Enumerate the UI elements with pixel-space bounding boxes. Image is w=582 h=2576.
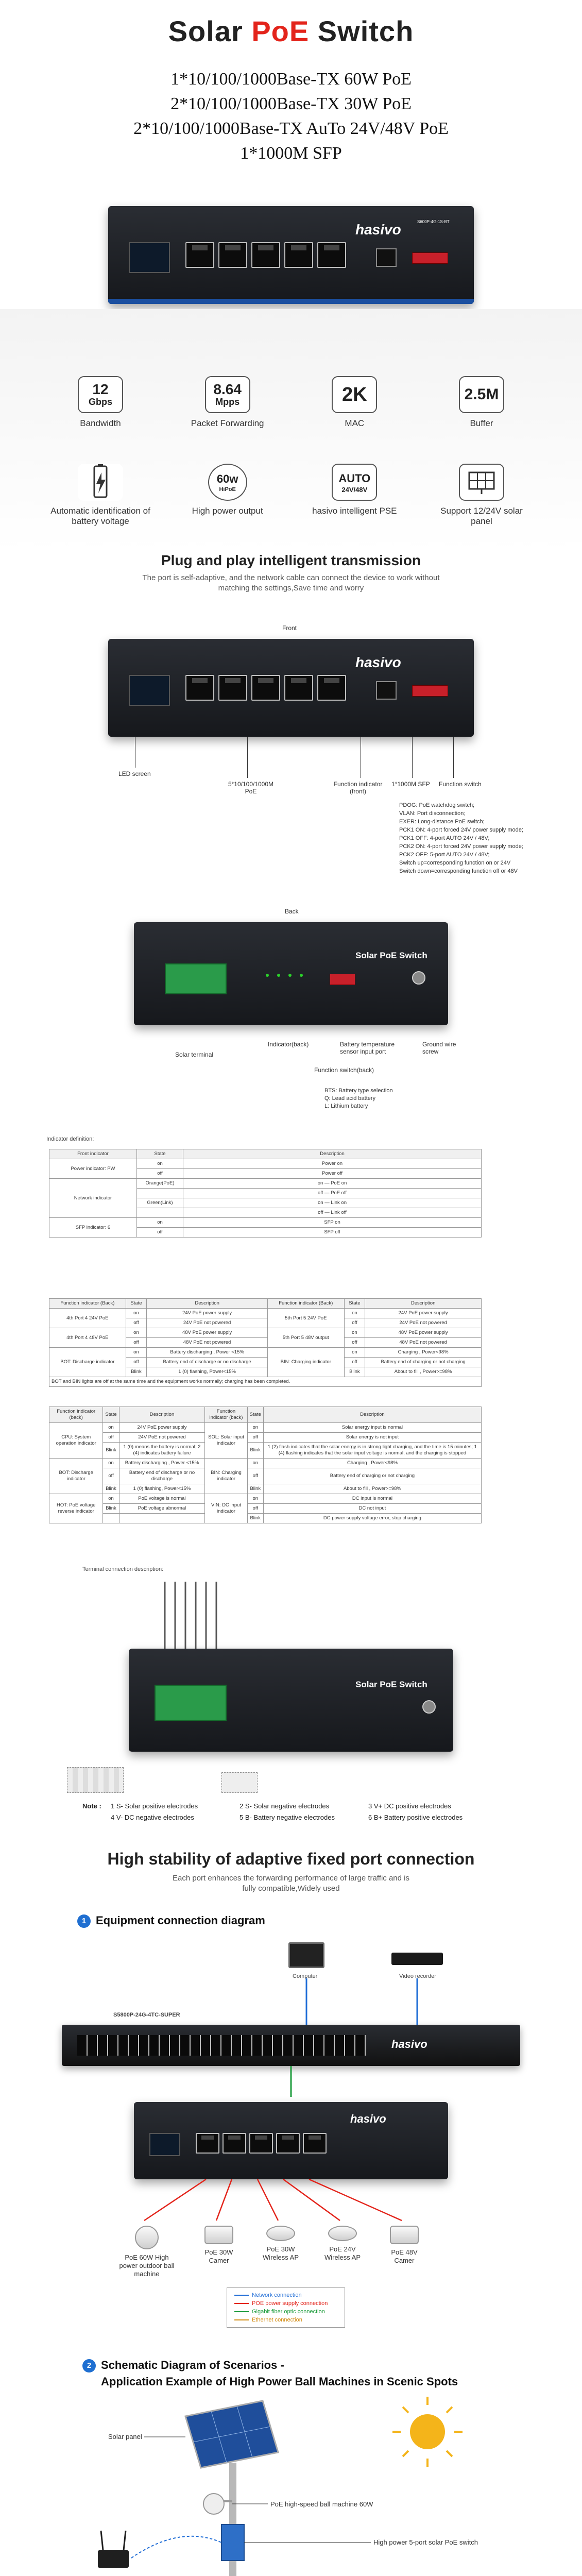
ethernet-port (196, 2133, 219, 2154)
spec-line: 1*1000M SFP (240, 144, 342, 163)
table-header: Description (183, 1149, 482, 1159)
feature-label: MAC (345, 418, 365, 428)
table-header-row: Function indicator (back) State Description Function indicator (back) State Description (49, 1407, 482, 1423)
back-switch-device (134, 922, 448, 1025)
switch-note: EXER: Long-distance PoE switch; (399, 819, 485, 825)
function-switch (412, 252, 448, 264)
bts-note: L: Lithium battery (324, 1103, 368, 1109)
ethernet-port (317, 675, 346, 701)
table-row: Green(Link) on — Link on (49, 1198, 482, 1208)
feature-battery (49, 464, 152, 527)
table-header: State (137, 1149, 183, 1159)
ethernet-port (251, 675, 280, 701)
terminal-note: 3 V+ DC positive electrodes (368, 1802, 451, 1810)
function-switch-notes (399, 801, 523, 875)
switch-note: PCK2 OFF: 5-port AUTO 24V / 48V; (399, 852, 490, 858)
table-row: Network indicator Orange(PoE) on — PoE on (49, 1179, 482, 1189)
legend-item: Network connection (234, 2291, 337, 2299)
switch-note: PDOG: PoE watchdog switch; (399, 802, 475, 808)
terminal-title: Terminal connection description: (82, 1566, 164, 1572)
bts-note: Q: Lead acid battery (324, 1095, 376, 1101)
table-row: BOT: Discharge indicator on Battery discharging , Power <15% BIN: Charging indicator on Charging , Power<98% (49, 1459, 482, 1468)
buffer-icon (459, 376, 504, 413)
feature-label: Support 12/24V solar panel (440, 506, 523, 526)
table-row: off — PoE off (49, 1189, 482, 1198)
solar-panel-icon (459, 464, 504, 501)
solar-panel-small (67, 1767, 124, 1793)
ethernet-port (218, 242, 247, 268)
legend-item: Ethernet connection (234, 2316, 337, 2324)
brand-logo: hasivo (355, 222, 401, 238)
poe-switch-device (134, 2102, 448, 2179)
plug-subtitle-2: matching the settings,Save time and worry (218, 584, 364, 592)
computer-label: Computer (293, 1973, 318, 1979)
sfp-port (376, 681, 397, 700)
connection-legend (227, 2287, 345, 2328)
table-row: Blink 1 (0) flashing, Power<15% Blink About to fill , Power>=98% (49, 1484, 482, 1494)
ground-screw (412, 971, 425, 985)
table-row: 4th Port 4 24V PoE on 24V PoE power supply 5th Port 5 24V PoE on 24V PoE power supply (49, 1309, 482, 1318)
switch-note: VLAN: Port disconnection; (399, 810, 466, 817)
legend-item: Gigabit fiber optic connection (234, 2308, 337, 2316)
feature-unit: Gbps (88, 396, 112, 407)
ball-camera-icon (135, 2226, 159, 2249)
forwarding-icon (205, 376, 250, 413)
bts-note: BTS: Battery type selection (324, 1088, 393, 1094)
terminal-switch-device (129, 1649, 453, 1752)
table-row: off — Link off (49, 1208, 482, 1218)
callout-function-switch: Function switch (439, 781, 482, 788)
back-indicators (263, 969, 319, 989)
title-part-2: Switch (309, 15, 414, 47)
brand-logo: hasivo (350, 2112, 386, 2125)
table-header: Front indicator (49, 1149, 137, 1159)
legend-item: POE power supply connection (234, 2299, 337, 2308)
brand-logo: hasivo (391, 2038, 427, 2050)
adaptive-title: High stability of adaptive fixed port connection (107, 1850, 475, 1868)
back-callout-indicator: Indicator(back) (268, 1041, 309, 1048)
hipoe-icon (208, 464, 247, 501)
terminal-notes (82, 1801, 505, 1823)
feature-row-1 (49, 376, 533, 429)
ethernet-port (284, 242, 313, 268)
terminal-note: 1 S- Solar positive electrodes (111, 1802, 198, 1810)
ethernet-port (317, 242, 346, 268)
back-indicator-table-2 (49, 1406, 482, 1523)
ethernet-port (249, 2133, 273, 2154)
terminal-note: 6 B+ Battery positive electrodes (368, 1814, 463, 1821)
indicator-title: Indicator definition: (46, 1136, 94, 1142)
hero-section (0, 0, 582, 309)
table-row: Blink DC power supply voltage error, stop charging (49, 1514, 482, 1523)
callout-function-indicator: Function indicator (front) (333, 781, 383, 795)
table-row: off 24V PoE not powered off Solar energy is not input (49, 1433, 482, 1443)
features-section (0, 309, 582, 551)
ethernet-port (303, 2133, 327, 2154)
ethernet-port (222, 2133, 246, 2154)
function-switch (412, 685, 448, 697)
callout-line (453, 737, 454, 778)
feature-value: 60w (216, 472, 238, 485)
front-switch-device (108, 639, 474, 737)
scenario-ball-machine: PoE high-speed ball machine 60W (270, 2500, 373, 2508)
table-row: off Battery end of discharge or no discharge off Battery end of charging or not charging (49, 1468, 482, 1484)
ethernet-port (284, 675, 313, 701)
ethernet-port (185, 242, 214, 268)
plug-title: Plug and play intelligent transmission (161, 552, 421, 568)
device-bottom-strip (108, 299, 474, 304)
table-row: off 48V PoE not powered off 48V PoE not powered (49, 1338, 482, 1348)
device-camera-30w: PoE 30W Camer (196, 2226, 242, 2265)
scenario-solar-switch: High power 5-port solar PoE switch (373, 2538, 478, 2546)
feature-value: 8.64 (213, 381, 242, 397)
spec-line: 2*10/100/1000Base-TX AuTo 24V/48V PoE (133, 119, 449, 138)
terminal-note: 5 B- Battery negative electrodes (239, 1814, 335, 1821)
battery-small (221, 1772, 258, 1793)
callout-line (247, 737, 248, 778)
terminal-block (155, 1685, 227, 1721)
feature-label: Packet Forwarding (191, 418, 264, 428)
table-header-row: Function indicator (Back) State Description Function indicator (Back) State Description (49, 1299, 482, 1309)
switch-note: Switch down=corresponding function off or 48V (399, 868, 518, 874)
table-row: off Battery end of discharge or no discharge off Battery end of charging or not charging (49, 1358, 482, 1367)
device-camera-48v: PoE 48V Camer (381, 2226, 427, 2265)
back-indicator-table-1 (49, 1298, 482, 1387)
feature-solar (430, 464, 533, 527)
front-label: Front (282, 624, 297, 632)
back-device-label: Solar PoE Switch (355, 951, 427, 960)
terminal-note: 4 V- DC negative electrodes (111, 1814, 194, 1821)
callout-line (412, 737, 413, 778)
wireless-ap-icon (328, 2226, 357, 2241)
front-indicator-table (49, 1149, 482, 1238)
step-2-subheading: Application Example of High Power Ball Machines in Scenic Spots (101, 2375, 458, 2388)
adaptive-sub-2: fully compatible,Widely used (242, 1884, 340, 1893)
switch-note: PCK2 ON: 4-port forced 24V power supply mode; (399, 843, 523, 850)
scenario-illustration (82, 2396, 505, 2576)
video-recorder-icon (391, 1953, 443, 1965)
ethernet-port (276, 2133, 300, 2154)
recorder-label: Video recorder (399, 1973, 436, 1979)
feature-unit: 24V/48V (341, 485, 368, 494)
table-row: Power indicator: PW on Power on (49, 1159, 482, 1169)
ethernet-port (185, 675, 214, 701)
feature-unit: HiPoE (219, 486, 236, 493)
auto-pse-icon (332, 464, 377, 501)
step-number: 1 (77, 1914, 91, 1928)
back-label: Back (285, 908, 299, 915)
battery-type-notes (324, 1087, 393, 1110)
hero-switch-device (108, 206, 474, 304)
model-label: S600P-4G-1S-BT (417, 219, 450, 224)
table-row: HOT: PoE voltage reverse indicator on PoE voltage is normal VIN: DC input indicator on DC input is normal (49, 1494, 482, 1504)
table-row: off Power off (49, 1169, 482, 1179)
table-row: Blink 1 (0) means the battery is normal; 2 (4) indicates battery failure Blink 1 (2) flash indicates that the solar energy is in strong light charging, and the time is 15 minutes; 1 (4) flashing indicates that the solar input voltage is normal, and the charging is stopped (49, 1443, 482, 1459)
table-row: Blink PoE voltage abnormal off DC not input (49, 1504, 482, 1514)
table-row: BOT: Discharge indicator on Battery discharging , Power <15% BIN: Charging indicator on Charging , Power<98% (49, 1348, 482, 1358)
bandwidth-icon (78, 376, 123, 413)
feature-label: Automatic identification of battery voltage (50, 506, 150, 526)
table-row: CPU: System operation indicator on 24V PoE power supply SOL: Solar input indicator on Solar energy input is normal (49, 1423, 482, 1433)
step-1-heading: 1 Equipment connection diagram (77, 1914, 265, 1928)
table-header-row (49, 1149, 482, 1159)
title-part-poe: PoE (251, 15, 310, 47)
solar-terminal (165, 963, 227, 994)
feature-value: 2K (342, 384, 367, 405)
brand-logo: hasivo (355, 654, 401, 670)
feature-high-power (176, 464, 279, 527)
callout-sfp: 1*1000M SFP (391, 781, 430, 788)
big-switch-model: S5800P-24G-4TC-SUPER (113, 2012, 180, 2018)
table-row: off 24V PoE not powered off 24V PoE not powered (49, 1318, 482, 1328)
back-callout-solar-terminal: Solar terminal (175, 1051, 214, 1058)
terminal-note: 2 S- Solar negative electrodes (239, 1802, 330, 1810)
adaptive-sub-1: Each port enhances the forwarding performance of large traffic and is (173, 1874, 409, 1883)
table-row: off SFP off (49, 1228, 482, 1238)
title-part-1: Solar (168, 15, 252, 47)
back-callout-temp-sensor: Battery temperature sensor input port (340, 1041, 395, 1055)
hero-spec-list (0, 67, 582, 166)
poe-lines (103, 2179, 494, 2226)
ethernet-port (218, 675, 247, 701)
spec-line: 2*10/100/1000Base-TX 30W PoE (170, 94, 412, 113)
callout-led-screen: LED screen (118, 770, 151, 777)
spec-line: 1*10/100/1000Base-TX 60W PoE (170, 70, 412, 89)
hero-title (0, 14, 582, 48)
led-screen (129, 242, 170, 273)
feature-value: 12 (92, 381, 109, 397)
note-label: Note : (82, 1802, 101, 1810)
table-note-row: BOT and BIN lights are off at the same time and the equipment works normally; charging has been completed. (49, 1377, 482, 1387)
feature-row-2 (49, 464, 533, 527)
table-row: SFP indicator: 6 on SFP on (49, 1218, 482, 1228)
switch-note: PCK1 ON: 4-port forced 24V power supply mode; (399, 827, 523, 833)
back-callout-ground: Ground wire screw (422, 1041, 456, 1055)
mac-icon (332, 376, 377, 413)
feature-label: Bandwidth (80, 418, 121, 428)
led-screen (149, 2133, 180, 2156)
feature-mac (303, 376, 406, 429)
feature-unit: Mpps (215, 396, 240, 407)
terminal-device-label: Solar PoE Switch (355, 1680, 427, 1689)
camera-icon (204, 2226, 233, 2244)
sfp-port (376, 248, 397, 267)
wireless-ap-icon (266, 2226, 295, 2241)
back-callout-switch: Function switch(back) (314, 1066, 374, 1074)
switch-note: Switch up=corresponding function on or 24V (399, 860, 511, 866)
feature-label: High power output (192, 506, 263, 516)
switch-note: PCK1 OFF: 4-port AUTO 24V / 48V; (399, 835, 490, 841)
computer-icon (288, 1942, 324, 1968)
step-2-heading: 2 Schematic Diagram of Scenarios - (82, 2359, 284, 2372)
feature-label: hasivo intelligent PSE (312, 506, 397, 516)
camera-icon (390, 2226, 419, 2244)
ethernet-port (251, 242, 280, 268)
battery-icon (78, 464, 123, 501)
callout-poe-ports: 5*10/100/1000M PoE (228, 781, 274, 795)
device-ap-24v: PoE 24V Wireless AP (319, 2226, 366, 2262)
step-number: 2 (82, 2359, 96, 2372)
feature-value: AUTO (338, 471, 371, 485)
feature-buffer (430, 376, 533, 429)
plug-subtitle-1: The port is self-adaptive, and the network cable can connect the device to work without (142, 573, 440, 582)
feature-label: Buffer (470, 418, 493, 428)
feature-value: 2.5M (464, 386, 499, 403)
device-ball-machine: PoE 60W High power outdoor ball machine (118, 2226, 175, 2278)
back-function-switch (330, 974, 355, 985)
feature-pse (303, 464, 406, 527)
feature-bandwidth (49, 376, 152, 429)
ground-screw (422, 1700, 436, 1714)
feature-forwarding (176, 376, 279, 429)
table-row: Blink 1 (0) flashing, Power<15% Blink About to fill , Power>=98% (49, 1367, 482, 1377)
table-row: 4th Port 4 48V PoE on 48V PoE power supply 5th Port 5 48V output on 48V PoE power supply (49, 1328, 482, 1338)
device-ap-30w: PoE 30W Wireless AP (258, 2226, 304, 2262)
led-screen (129, 675, 170, 706)
scenario-solar-panel: Solar panel (108, 2433, 142, 2441)
